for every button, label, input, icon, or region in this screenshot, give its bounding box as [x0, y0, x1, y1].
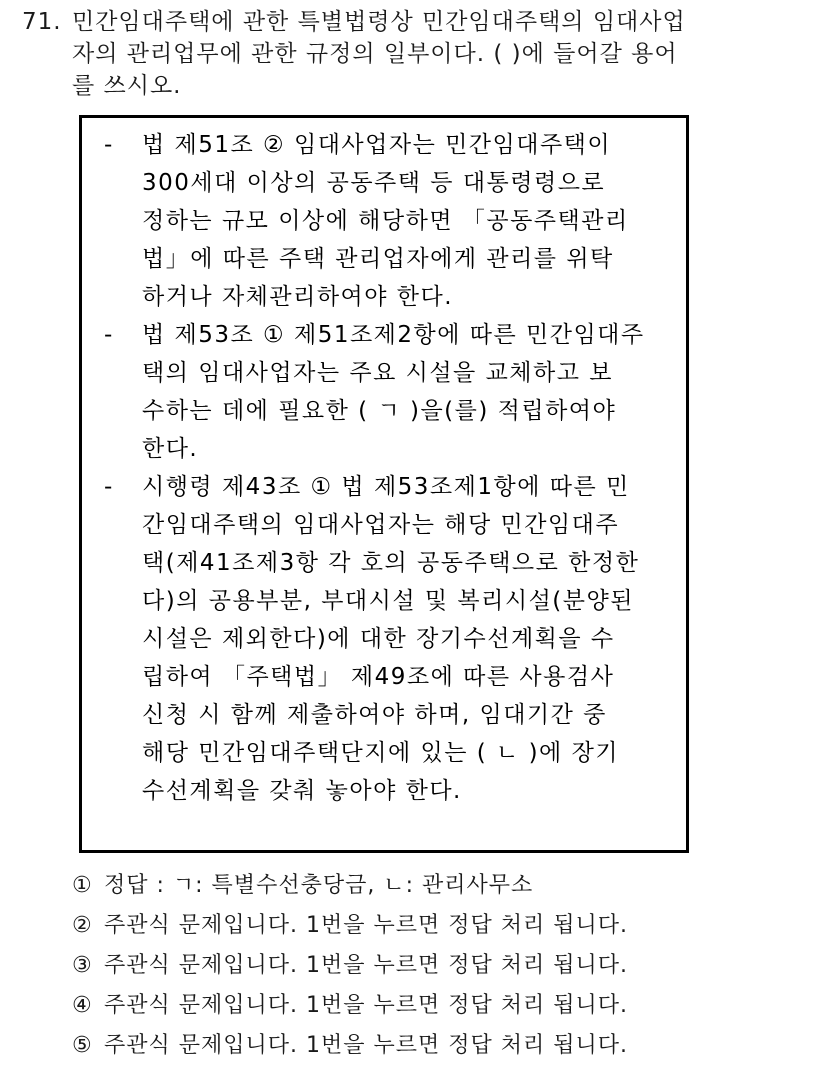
clause-dash: - — [104, 322, 114, 348]
clause-line: 법 제51조 ② 임대사업자는 민간임대주택이 — [142, 132, 612, 158]
option-text: 주관식 문제입니다. 1번을 누르면 정답 처리 됩니다. — [104, 913, 628, 938]
clause-dash: - — [104, 132, 114, 158]
clause-line: 시행령 제43조 ① 법 제53조제1항에 따른 민 — [142, 474, 630, 500]
clause-line: 신청 시 함께 제출하여야 하며, 임대기간 중 — [142, 702, 607, 728]
option-marker: ④ — [72, 993, 93, 1018]
question-text-line: 자의 관리업무에 관한 규정의 일부이다. ( )에 들어갈 용어 — [72, 41, 678, 67]
question-text-line: 민간임대주택에 관한 특별법령상 민간임대주택의 임대사업 — [72, 9, 686, 35]
question-number: 71. — [22, 9, 62, 35]
option-text: 주관식 문제입니다. 1번을 누르면 정답 처리 됩니다. — [104, 953, 628, 978]
option-2[interactable] — [72, 906, 772, 946]
clause-line: 립하여 「주택법」 제49조에 따른 사용검사 — [142, 664, 615, 690]
clause-decree-43 — [104, 468, 674, 810]
answer-options — [72, 866, 772, 1066]
clause-line: 간임대주택의 임대사업자는 해당 민간임대주 — [142, 512, 620, 538]
clause-line: 하거나 자체관리하여야 한다. — [142, 284, 454, 310]
clause-line: 시설은 제외한다)에 대한 장기수선계획을 수 — [142, 626, 615, 652]
option-text: 주관식 문제입니다. 1번을 누르면 정답 처리 됩니다. — [104, 1033, 628, 1058]
clause-line: 택의 임대사업자는 주요 시설을 교체하고 보 — [142, 360, 613, 386]
option-text: 정답 : ㄱ: 특별수선충당금, ㄴ: 관리사무소 — [104, 873, 534, 898]
option-5[interactable] — [72, 1026, 772, 1066]
clause-line: 해당 민간임대주택단지에 있는 ( ㄴ )에 장기 — [142, 740, 620, 766]
option-marker: ① — [72, 873, 93, 898]
clause-line: 수선계획을 갖춰 놓아야 한다. — [142, 778, 462, 804]
clause-line: 수하는 데에 필요한 ( ㄱ )을(를) 적립하여야 — [142, 398, 617, 424]
clause-line: 법 제53조 ① 제51조제2항에 따른 민간임대주 — [142, 322, 645, 348]
option-3[interactable] — [72, 946, 772, 986]
passage-box — [79, 115, 689, 853]
clause-line: 정하는 규모 이상에 해당하면 「공동주택관리 — [142, 208, 629, 234]
passage-content — [104, 126, 674, 810]
clause-line: 법」에 따른 주택 관리업자에게 관리를 위탁 — [142, 246, 614, 272]
option-1[interactable] — [72, 866, 772, 906]
option-4[interactable] — [72, 986, 772, 1026]
clause-line: 다)의 공용부분, 부대시설 및 복리시설(분양된 — [142, 588, 634, 614]
clause-article-53 — [104, 316, 674, 468]
clause-line: 300세대 이상의 공동주택 등 대통령령으로 — [142, 170, 606, 196]
option-marker: ⑤ — [72, 1033, 93, 1058]
option-marker: ② — [72, 913, 93, 938]
question-text-line: 를 쓰시오. — [72, 73, 182, 99]
question-text — [72, 6, 762, 102]
clause-line: 한다. — [142, 436, 199, 462]
clause-article-51 — [104, 126, 674, 316]
question-stem — [22, 6, 802, 102]
clause-dash: - — [104, 474, 114, 500]
clause-line: 택(제41조제3항 각 호의 공동주택으로 한정한 — [142, 550, 640, 576]
option-marker: ③ — [72, 953, 93, 978]
option-text: 주관식 문제입니다. 1번을 누르면 정답 처리 됩니다. — [104, 993, 628, 1018]
